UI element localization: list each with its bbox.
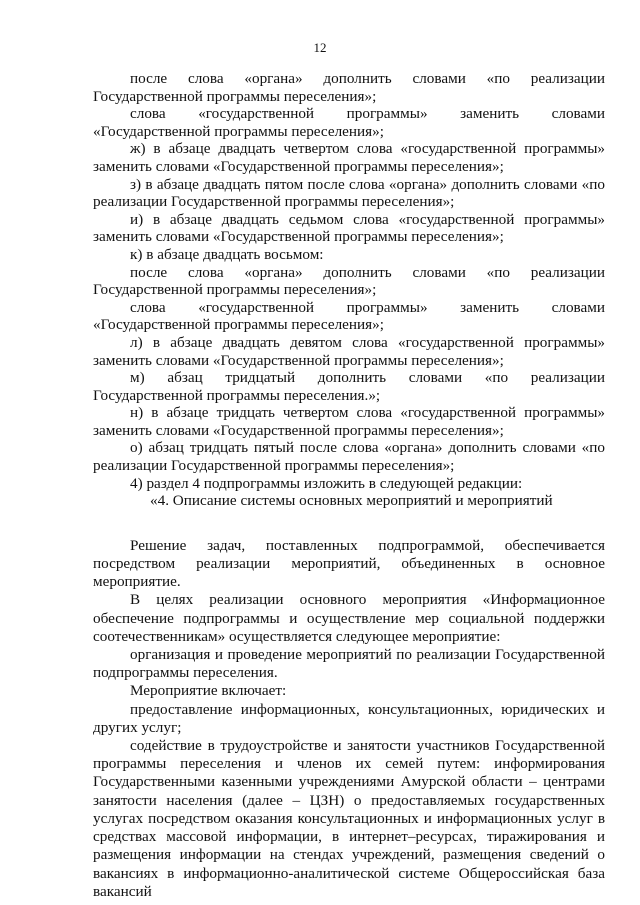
spacer xyxy=(93,510,605,537)
paragraph: л) в абзаце двадцать девятом слова «государственной программы» заменить словами «Государственной программы переселения»; xyxy=(93,333,605,369)
paragraph: и) в абзаце двадцать седьмом слова «государственной программы» заменить словами «Государственной программы переселения»; xyxy=(93,210,605,246)
paragraph: предоставление информационных, консультационных, юридических и других услуг; xyxy=(93,700,605,736)
paragraph: к) в абзаце двадцать восьмом: xyxy=(130,245,324,263)
paragraph: содействие в трудоустройстве и занятости участников Государственной программы переселения и членов их семей путем: информирования Государственными казенными учреждениями Амурской области – центрами занятости населения (далее – ЦЗН) о предоставляемых государственных услугах посредством оказания консультационных и информационных услуг в средствах массовой информации, в интернет–ресурсах, тиражирования и размещения информации на стендах учреждений, размещения сведений о вакансиях в информационно-аналитической системе Общероссийская база вакансий xyxy=(93,737,605,900)
paragraph: после слова «органа» дополнить словами «по реализации Государственной программы переселения»; xyxy=(93,70,605,105)
section-body xyxy=(93,537,605,901)
paragraph: слова «государственной программы» заменить словами «Государственной программы переселения»; xyxy=(93,298,605,334)
document-body xyxy=(93,70,605,901)
paragraph: 4) раздел 4 подпрограммы изложить в следующей редакции: xyxy=(130,474,523,492)
paragraph: н) в абзаце тридцать четвертом слова «государственной программы» заменить словами «Государственной программы переселения»; xyxy=(93,404,605,439)
paragraph: В целях реализации основного мероприятия «Информационное обеспечение подпрограммы и осуществление мер социальной поддержки соотечественникам» осуществляется следующее мероприятие: xyxy=(93,591,605,645)
amendments-list xyxy=(93,70,605,492)
page-number: 12 xyxy=(313,40,327,55)
paragraph: з) в абзаце двадцать пятом после слова «органа» дополнить словами «по реализации Государственной программы переселения»; xyxy=(93,175,605,211)
paragraph: слова «государственной программы» заменить словами «Государственной программы переселения»; xyxy=(93,105,605,140)
paragraph: ж) в абзаце двадцать четвертом слова «государственной программы» заменить словами «Государственной программы переселения»; xyxy=(93,140,605,175)
paragraph: Мероприятие включает: xyxy=(130,682,287,700)
paragraph: организация и проведение мероприятий по реализации Государственной подпрограммы переселения. xyxy=(93,646,605,682)
paragraph: о) абзац тридцать пятый после слова «органа» дополнить словами «по реализации Государственной программы переселения»; xyxy=(93,439,605,475)
paragraph: м) абзац тридцатый дополнить словами «по реализации Государственной программы переселения.»; xyxy=(93,369,605,404)
paragraph: Решение задач, поставленных подпрограммой, обеспечивается посредством реализации мероприятий, объединенных в основное мероприятие. xyxy=(93,536,605,591)
section-heading: «4. Описание системы основных мероприятий и мероприятий xyxy=(150,492,553,510)
paragraph: после слова «органа» дополнить словами «по реализации Государственной программы переселения»; xyxy=(93,263,605,299)
